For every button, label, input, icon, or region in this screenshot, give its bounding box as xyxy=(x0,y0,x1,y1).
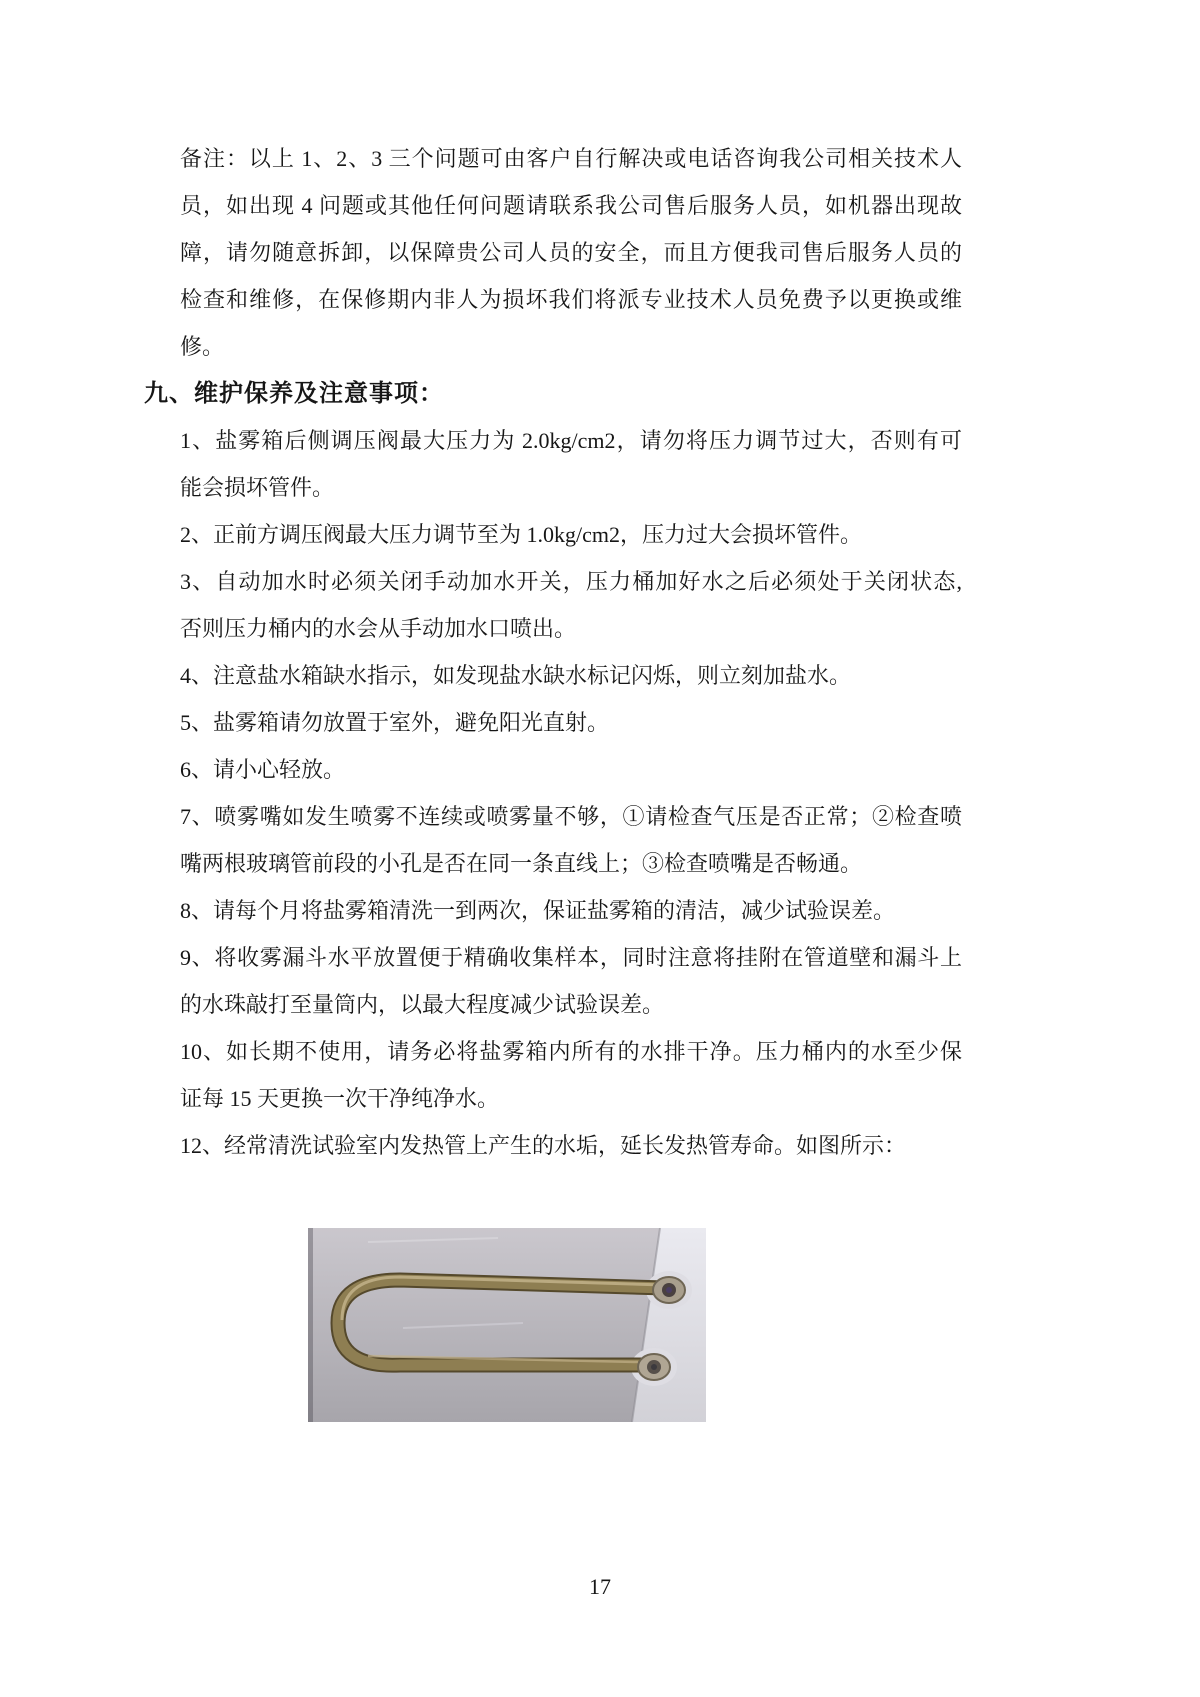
list-item-line: 9、将收雾漏斗水平放置便于精确收集样本，同时注意将挂附在管道壁和漏斗上 xyxy=(180,945,962,970)
note-line: 备注：以上 1、2、3 三个问题可由客户自行解决或电话咨询我公司相关技术人 xyxy=(180,146,962,171)
note-paragraph xyxy=(180,135,962,370)
photo-left-edge-shadow xyxy=(308,1228,313,1422)
list-item-line: 2、正前方调压阀最大压力调节至为 1.0kg/cm2，压力过大会损坏管件。 xyxy=(180,522,862,547)
list-item-line: 否则压力桶内的水会从手动加水口喷出。 xyxy=(180,616,577,641)
section-heading: 九、维护保养及注意事项： xyxy=(144,380,444,407)
maintenance-list xyxy=(180,417,962,1169)
list-item-line: 的水珠敲打至量筒内，以最大程度减少试验误差。 xyxy=(180,992,665,1017)
note-line: 员，如出现 4 问题或其他任何问题请联系我公司售后服务人员，如机器出现故 xyxy=(180,193,962,218)
page-number: 17 xyxy=(589,1574,611,1599)
heating-tube-photo xyxy=(308,1228,706,1422)
list-item-line: 1、盐雾箱后侧调压阀最大压力为 2.0kg/cm2，请勿将压力调节过大，否则有可 xyxy=(180,428,962,453)
list-item-line: 5、盐雾箱请勿放置于室外，避免阳光直射。 xyxy=(180,710,610,735)
list-item-line: 10、如长期不使用，请务必将盐雾箱内所有的水排干净。压力桶内的水至少保 xyxy=(180,1039,962,1064)
tube-flange-top-center xyxy=(666,1287,672,1293)
note-line: 修。 xyxy=(180,334,225,359)
note-line: 障，请勿随意拆卸，以保障贵公司人员的安全，而且方便我司售后服务人员的 xyxy=(180,240,962,265)
note-line: 检查和维修，在保修期内非人为损坏我们将派专业技术人员免费予以更换或维 xyxy=(180,287,962,312)
list-item-line: 3、自动加水时必须关闭手动加水开关，压力桶加好水之后必须处于关闭状态, xyxy=(180,569,962,594)
list-item-line: 7、喷雾嘴如发生喷雾不连续或喷雾量不够，①请检查气压是否正常；②检查喷 xyxy=(180,804,962,829)
list-item-line: 12、经常清洗试验室内发热管上产生的水垢，延长发热管寿命。如图所示： xyxy=(180,1133,907,1158)
list-item-line: 4、注意盐水箱缺水指示，如发现盐水缺水标记闪烁，则立刻加盐水。 xyxy=(180,663,852,688)
list-item-line: 证每 15 天更换一次干净纯净水。 xyxy=(180,1086,500,1111)
list-item-line: 能会损坏管件。 xyxy=(180,475,335,500)
list-item-line: 6、请小心轻放。 xyxy=(180,757,346,782)
list-item-line: 嘴两根玻璃管前段的小孔是否在同一条直线上；③检查喷嘴是否畅通。 xyxy=(180,851,863,876)
tube-flange-bottom-center xyxy=(651,1364,657,1370)
heating-tube-photo-svg xyxy=(308,1228,706,1422)
list-item-line: 8、请每个月将盐雾箱清洗一到两次，保证盐雾箱的清洁，减少试验误差。 xyxy=(180,898,896,923)
